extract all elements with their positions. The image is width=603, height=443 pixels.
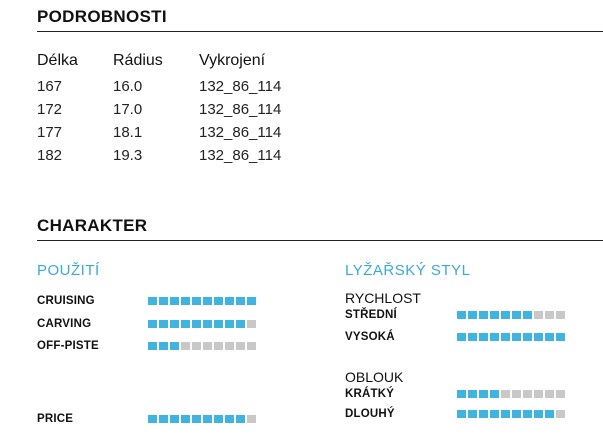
rating-segment-empty [247, 342, 256, 350]
rating-segment-empty [214, 342, 223, 350]
rating-label-medium-speed: STŘEDNÍ [345, 309, 397, 321]
rating-label-short-turn: KRÁTKÝ [345, 388, 395, 400]
rating-segment-filled [159, 342, 168, 350]
rating-segment-filled [512, 410, 521, 418]
rating-label-long-turn: DLOUHÝ [345, 408, 395, 420]
table-cell: 182 [37, 147, 63, 164]
table-cell: 16.0 [113, 78, 143, 95]
rating-bar-medium-speed [457, 311, 565, 319]
ski-style-title: LYŽAŘSKÝ STYL [345, 262, 471, 279]
rating-segment-filled [523, 311, 532, 319]
rating-segment-filled [556, 333, 565, 341]
details-divider [37, 31, 603, 32]
table-cell: 132_86_114 [199, 101, 282, 118]
rating-segment-empty [545, 390, 554, 398]
rating-segment-filled [501, 410, 510, 418]
rating-segment-filled [479, 410, 488, 418]
rating-segment-filled [159, 415, 168, 423]
rating-segment-filled [490, 390, 499, 398]
rating-segment-filled [457, 333, 466, 341]
rating-segment-empty [501, 390, 510, 398]
rating-bar-cruising [148, 297, 256, 305]
rating-segment-filled [203, 415, 212, 423]
column-header-radius: Rádius [113, 52, 163, 69]
rating-segment-empty [534, 311, 543, 319]
rating-segment-filled [192, 297, 201, 305]
rating-segment-filled [236, 320, 245, 328]
rating-label-off-piste: OFF-PISTE [37, 340, 99, 352]
rating-segment-filled [148, 297, 157, 305]
rating-label-price: PRICE [37, 413, 74, 425]
rating-segment-empty [192, 342, 201, 350]
table-cell: 167 [37, 78, 63, 95]
table-cell: 132_86_114 [199, 78, 282, 95]
rating-segment-filled [523, 333, 532, 341]
rating-segment-empty [247, 320, 256, 328]
rating-segment-empty [545, 311, 554, 319]
rating-segment-filled [181, 297, 190, 305]
character-title: CHARAKTER [37, 216, 148, 235]
rating-segment-filled [203, 297, 212, 305]
rating-segment-filled [501, 333, 510, 341]
table-cell: 19.3 [113, 147, 143, 164]
rating-segment-filled [159, 320, 168, 328]
rating-segment-empty [236, 342, 245, 350]
rating-segment-filled [236, 297, 245, 305]
rating-segment-filled [457, 410, 466, 418]
rating-segment-filled [225, 415, 234, 423]
rating-segment-empty [556, 311, 565, 319]
rating-segment-empty [523, 390, 532, 398]
rating-segment-filled [181, 415, 190, 423]
rating-segment-empty [534, 390, 543, 398]
rating-segment-filled [192, 320, 201, 328]
table-cell: 172 [37, 101, 63, 118]
details-title: PODROBNOSTI [37, 7, 167, 26]
turn-title: OBLOUK [345, 369, 404, 385]
rating-segment-filled [479, 390, 488, 398]
table-cell: 132_86_114 [199, 124, 282, 141]
rating-segment-filled [214, 320, 223, 328]
rating-segment-filled [457, 390, 466, 398]
rating-segment-empty [247, 415, 256, 423]
rating-bar-price [148, 415, 256, 423]
rating-bar-high-speed [457, 333, 565, 341]
rating-bar-long-turn [457, 410, 565, 418]
rating-segment-empty [556, 410, 565, 418]
rating-segment-empty [203, 342, 212, 350]
rating-segment-filled [203, 320, 212, 328]
rating-segment-empty [512, 390, 521, 398]
rating-segment-filled [479, 333, 488, 341]
rating-segment-filled [192, 415, 201, 423]
rating-segment-filled [545, 333, 554, 341]
rating-segment-filled [170, 342, 179, 350]
rating-bar-carving [148, 320, 256, 328]
table-cell: 18.1 [113, 124, 143, 141]
rating-bar-short-turn [457, 390, 565, 398]
rating-segment-empty [181, 342, 190, 350]
rating-segment-filled [247, 297, 256, 305]
table-cell: 17.0 [113, 101, 143, 118]
rating-segment-filled [181, 320, 190, 328]
rating-segment-filled [468, 311, 477, 319]
rating-segment-filled [490, 333, 499, 341]
rating-segment-filled [534, 333, 543, 341]
table-cell: 132_86_114 [199, 147, 282, 164]
usage-title: POUŽITÍ [37, 262, 100, 279]
rating-segment-filled [170, 297, 179, 305]
rating-segment-filled [490, 410, 499, 418]
rating-segment-filled [170, 415, 179, 423]
column-header-sidecut: Vykrojení [199, 52, 266, 69]
rating-segment-empty [556, 390, 565, 398]
rating-segment-filled [214, 415, 223, 423]
rating-segment-filled [170, 320, 179, 328]
rating-segment-empty [225, 342, 234, 350]
rating-segment-filled [501, 311, 510, 319]
character-divider [37, 240, 603, 241]
rating-segment-filled [148, 342, 157, 350]
rating-label-high-speed: VYSOKÁ [345, 331, 395, 343]
rating-segment-filled [148, 415, 157, 423]
rating-segment-filled [225, 320, 234, 328]
speed-title: RYCHLOST [345, 290, 421, 306]
rating-segment-filled [545, 410, 554, 418]
rating-bar-off-piste [148, 342, 256, 350]
rating-segment-filled [512, 311, 521, 319]
rating-segment-filled [468, 333, 477, 341]
rating-segment-filled [148, 320, 157, 328]
rating-segment-filled [479, 311, 488, 319]
column-header-length: Délka [37, 52, 78, 69]
rating-segment-filled [236, 415, 245, 423]
rating-segment-filled [468, 410, 477, 418]
rating-segment-filled [159, 297, 168, 305]
table-cell: 177 [37, 124, 63, 141]
rating-segment-filled [523, 410, 532, 418]
rating-segment-filled [534, 410, 543, 418]
rating-segment-filled [457, 311, 466, 319]
rating-segment-filled [490, 311, 499, 319]
rating-segment-filled [225, 297, 234, 305]
rating-segment-filled [214, 297, 223, 305]
rating-segment-filled [468, 390, 477, 398]
rating-segment-filled [512, 333, 521, 341]
rating-label-cruising: CRUISING [37, 295, 95, 307]
rating-label-carving: CARVING [37, 318, 92, 330]
